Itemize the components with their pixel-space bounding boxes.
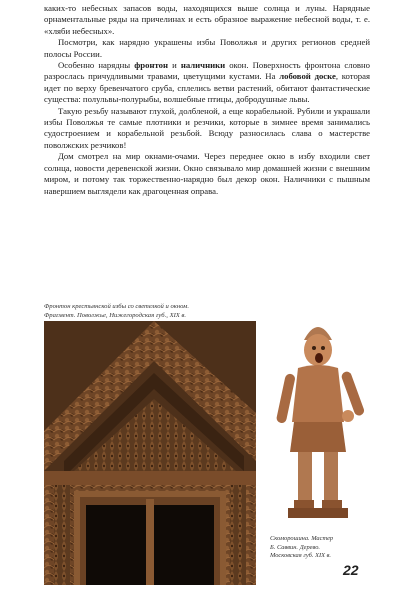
term-lobovaya-doska: лобовой доске xyxy=(279,71,336,82)
paragraph-2: Посмотри, как нарядно украшены избы Поволжья и других регионов средней полосы России. xyxy=(44,37,370,59)
statue-caption-line-3: Московская губ. XIX в. xyxy=(270,552,331,560)
term-fronton: фронтон xyxy=(134,60,168,71)
paragraph-3-end: , которая идет по верху бревенчатого сруба, сплелись ветви растений, обитают фантастические существа: полульвы-полурыбы, волшебные птицы, добродушные львы. xyxy=(44,71,370,105)
paragraph-3-middle: окон. Поверхность фронтона словно разрослась причудливыми травами, цветущими кустами. На xyxy=(44,60,371,82)
paragraph-3-start: Особенно нарядны xyxy=(58,60,135,71)
paragraph-3-conj: и xyxy=(167,60,181,71)
page-number: 22 xyxy=(343,562,359,578)
statue-caption xyxy=(270,535,370,561)
paragraph-3 xyxy=(44,60,370,106)
paragraph-4: Такую резьбу называют глухой, долбленой, а еще корабельной. Рубили и украшали избы Поволжья те самые плотники и резчики, которые в зимнее время занимались судостроением и корабельной резьбой. Всюду разносилась слава о мастерстве поволжских резчиков! xyxy=(44,105,370,150)
carved-gable-photo xyxy=(44,321,256,585)
carved-gable-illustration xyxy=(44,321,256,585)
caption-top-line-1: Фронтон крестьянской избы со светелкой и окном. xyxy=(44,303,190,310)
paragraph-1: каких-то небесных запасов воды, находящихся выше солнца и луны. Нарядные орнаментальные ряды на причелинах и есть образное выражение небесной воды, т. е. «хляби небесных». xyxy=(44,3,370,36)
paragraph-5: Дом смотрел на мир окнами-очами. Через переднее окно в избу входили свет солнца, новости деревенской жизни. Окно связывало мир домашней жизни с внешним миром, и потому так торжественно-нарядно был декор окон. Наличники с пышным навершием выглядели как драгоценная оправа. xyxy=(44,151,370,196)
statue-caption-line-1: Скоморошина. Мастер xyxy=(270,535,334,542)
body-text xyxy=(44,3,370,197)
skomorokh-statue-photo xyxy=(268,312,368,527)
term-nalichniki: наличники xyxy=(180,60,226,71)
skomorokh-illustration xyxy=(268,312,368,527)
statue-caption-line-2: Б. Саввин. Дерево. xyxy=(270,543,320,551)
photo-caption-top xyxy=(44,302,284,320)
caption-top-line-2: Фрагмент. Поволжье, Нижегородская губ., XIX в. xyxy=(44,312,186,319)
